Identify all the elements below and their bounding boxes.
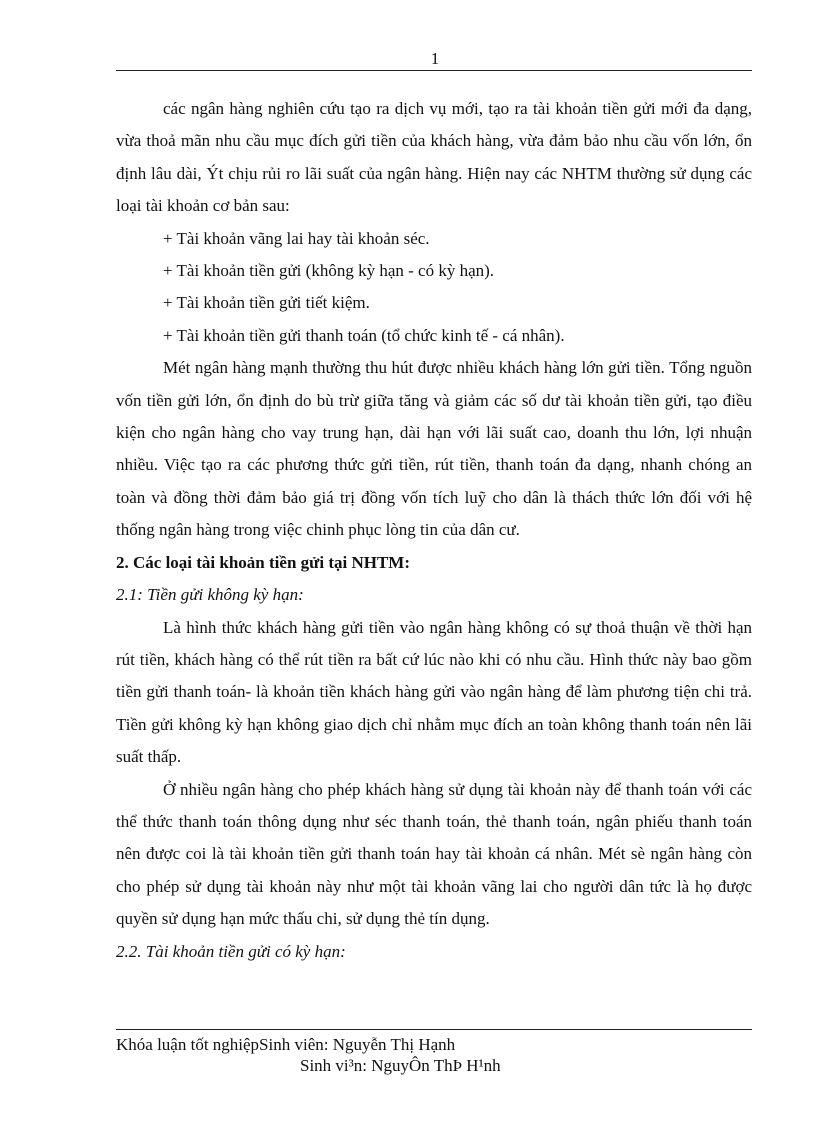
subsection-title: 2.1: Tiền gửi không kỳ hạn: xyxy=(116,585,304,605)
account-type-item: + Tài khoản tiền gửi tiết kiệm. xyxy=(163,293,370,313)
footer-rule xyxy=(116,1029,752,1030)
document-body xyxy=(116,93,752,968)
demand-deposit-usage-paragraph: Ở nhiều ngân hàng cho phép khách hàng sử dụng tài khoản này để thanh toán với các thể thức thanh toán thông dụng như séc thanh toán, thẻ thanh toán, ngân phiếu thanh toán nên được coi là tài khoản tiền gửi thanh toán hay tài khoản cá nhân. Mét sè ngân hàng còn cho phép sử dụng tài khoản này như một tài khoản vãng lai cho người dân tức là họ được quyền sử dụng hạn mức thấu chi, sử dụng thẻ tín dụng. xyxy=(116,779,752,929)
subsection-title: 2.2. Tài khoản tiền gửi có kỳ hạn: xyxy=(116,941,346,961)
strong-bank-paragraph: Mét ngân hàng mạnh thường thu hút được nhiều khách hàng lớn gửi tiền. Tổng nguồn vốn tiền gửi lớn, ổn định do bù trừ giữa tăng và giảm các số dư tài khoản tiền gửi, tạo điều kiện cho ngân hàng cho vay trung hạn, dài hạn với lãi suất cao, doanh thu lớn, lợi nhuận nhiều. Việc tạo ra các phương thức gửi tiền, rút tiền, thanh toán đa dạng, nhanh chóng an toàn và đồng thời đảm bảo giá trị đồng vốn tích luỹ cho dân là thách thức lớn đối với hệ thống ngân hàng trong việc chinh phục lòng tin của dân cư. xyxy=(116,358,752,540)
page-number: 1 xyxy=(430,49,440,68)
demand-deposit-paragraph: Là hình thức khách hàng gửi tiền vào ngân hàng không có sự thoả thuận về thời hạn rút tiền, khách hàng có thể rút tiền ra bất cứ lúc nào khi có nhu cầu. Hình thức này bao gồm tiền gửi thanh toán- là khoản tiền khách hàng gửi vào ngân hàng để làm phương tiện chi trả. Tiền gửi không kỳ hạn không giao dịch chỉ nhằm mục đích an toàn không thanh toán nên lãi suất thấp. xyxy=(116,617,752,767)
account-type-item: + Tài khoản tiền gửi (không kỳ hạn - có kỳ hạn). xyxy=(163,261,495,281)
header-rule xyxy=(116,70,752,71)
intro-paragraph: các ngân hàng nghiên cứu tạo ra dịch vụ mới, tạo ra tài khoản tiền gửi mới đa dạng, vừa thoả mãn nhu cầu mục đích gửi tiền của khách hàng, vừa đảm bảo nhu cầu vốn lớn, ổn định lâu dài, Ýt chịu rủi ro lãi suất của ngân hàng. Hiện nay các NHTM thường sử dụng các loại tài khoản cơ bản sau: xyxy=(116,99,752,216)
footer-garbled-author-line: Sinh vi³n: NguyÔn ThÞ H¹nh xyxy=(300,1056,501,1075)
account-type-item: + Tài khoản vãng lai hay tài khoản séc. xyxy=(163,228,430,248)
account-type-item: + Tài khoản tiền gửi thanh toán (tổ chức kinh tế - cá nhân). xyxy=(163,325,565,345)
footer-author-line: Khóa luận tốt nghiệpSinh viên: Nguyễn Thị Hạnh xyxy=(116,1035,456,1054)
section-heading: 2. Các loại tài khoản tiền gửi tại NHTM: xyxy=(116,552,411,572)
